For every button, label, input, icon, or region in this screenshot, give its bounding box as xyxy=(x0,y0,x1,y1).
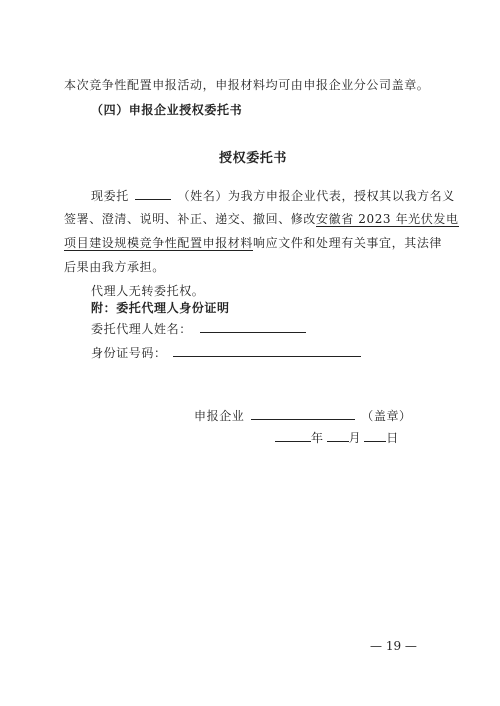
company-row xyxy=(194,407,412,424)
seal-label: （盖章） xyxy=(361,409,412,423)
month-field[interactable] xyxy=(327,429,349,442)
no-subdelegation-text: 代理人无转委托权。 xyxy=(91,284,205,298)
body-line-2 xyxy=(64,211,459,227)
month-label: 月 xyxy=(348,431,362,445)
id-number-row xyxy=(91,344,361,361)
company-label: 申报企业 xyxy=(194,409,245,423)
project-name-part-1: 安徽省 2023 年光伏发电 xyxy=(316,212,459,226)
agent-name-row xyxy=(91,320,306,337)
name-hint-text: （姓名）为我方申报企业代表，授权其以我方名义 xyxy=(177,189,455,203)
body-line-4: 后果由我方承担。 xyxy=(64,260,165,274)
year-label: 年 xyxy=(311,431,324,445)
attachment-heading: 附：委托代理人身份证明 xyxy=(91,301,230,315)
actions-text: 签署、澄清、说明、补正、递交、撤回、修改 xyxy=(64,212,317,226)
day-field[interactable] xyxy=(364,429,386,442)
id-number-field[interactable] xyxy=(173,344,361,357)
entrust-prefix: 现委托 xyxy=(91,189,129,203)
date-row xyxy=(275,429,399,446)
intro-line: 本次竞争性配置申报活动，申报材料均可由申报企业分公司盖章。 xyxy=(64,78,430,92)
id-number-label: 身份证号码： xyxy=(91,346,167,360)
document-title: 授权委托书 xyxy=(219,151,288,166)
body-line-1 xyxy=(91,187,455,204)
section-heading: （四）申报企业授权委托书 xyxy=(91,103,243,117)
project-name-part-2: 项目建设规模竞争性配置申报材料 xyxy=(64,236,254,250)
agent-name-field[interactable] xyxy=(200,320,306,333)
day-label: 日 xyxy=(386,431,399,445)
matters-text: 响应文件和处理有关事宜，其法律 xyxy=(253,236,443,250)
company-field[interactable] xyxy=(251,407,355,420)
agent-name-label: 委托代理人姓名： xyxy=(91,322,192,336)
delegate-name-blank[interactable] xyxy=(135,187,171,200)
body-line-3 xyxy=(64,235,442,251)
year-field[interactable] xyxy=(275,429,311,442)
page-number: — 19 — xyxy=(370,639,417,653)
